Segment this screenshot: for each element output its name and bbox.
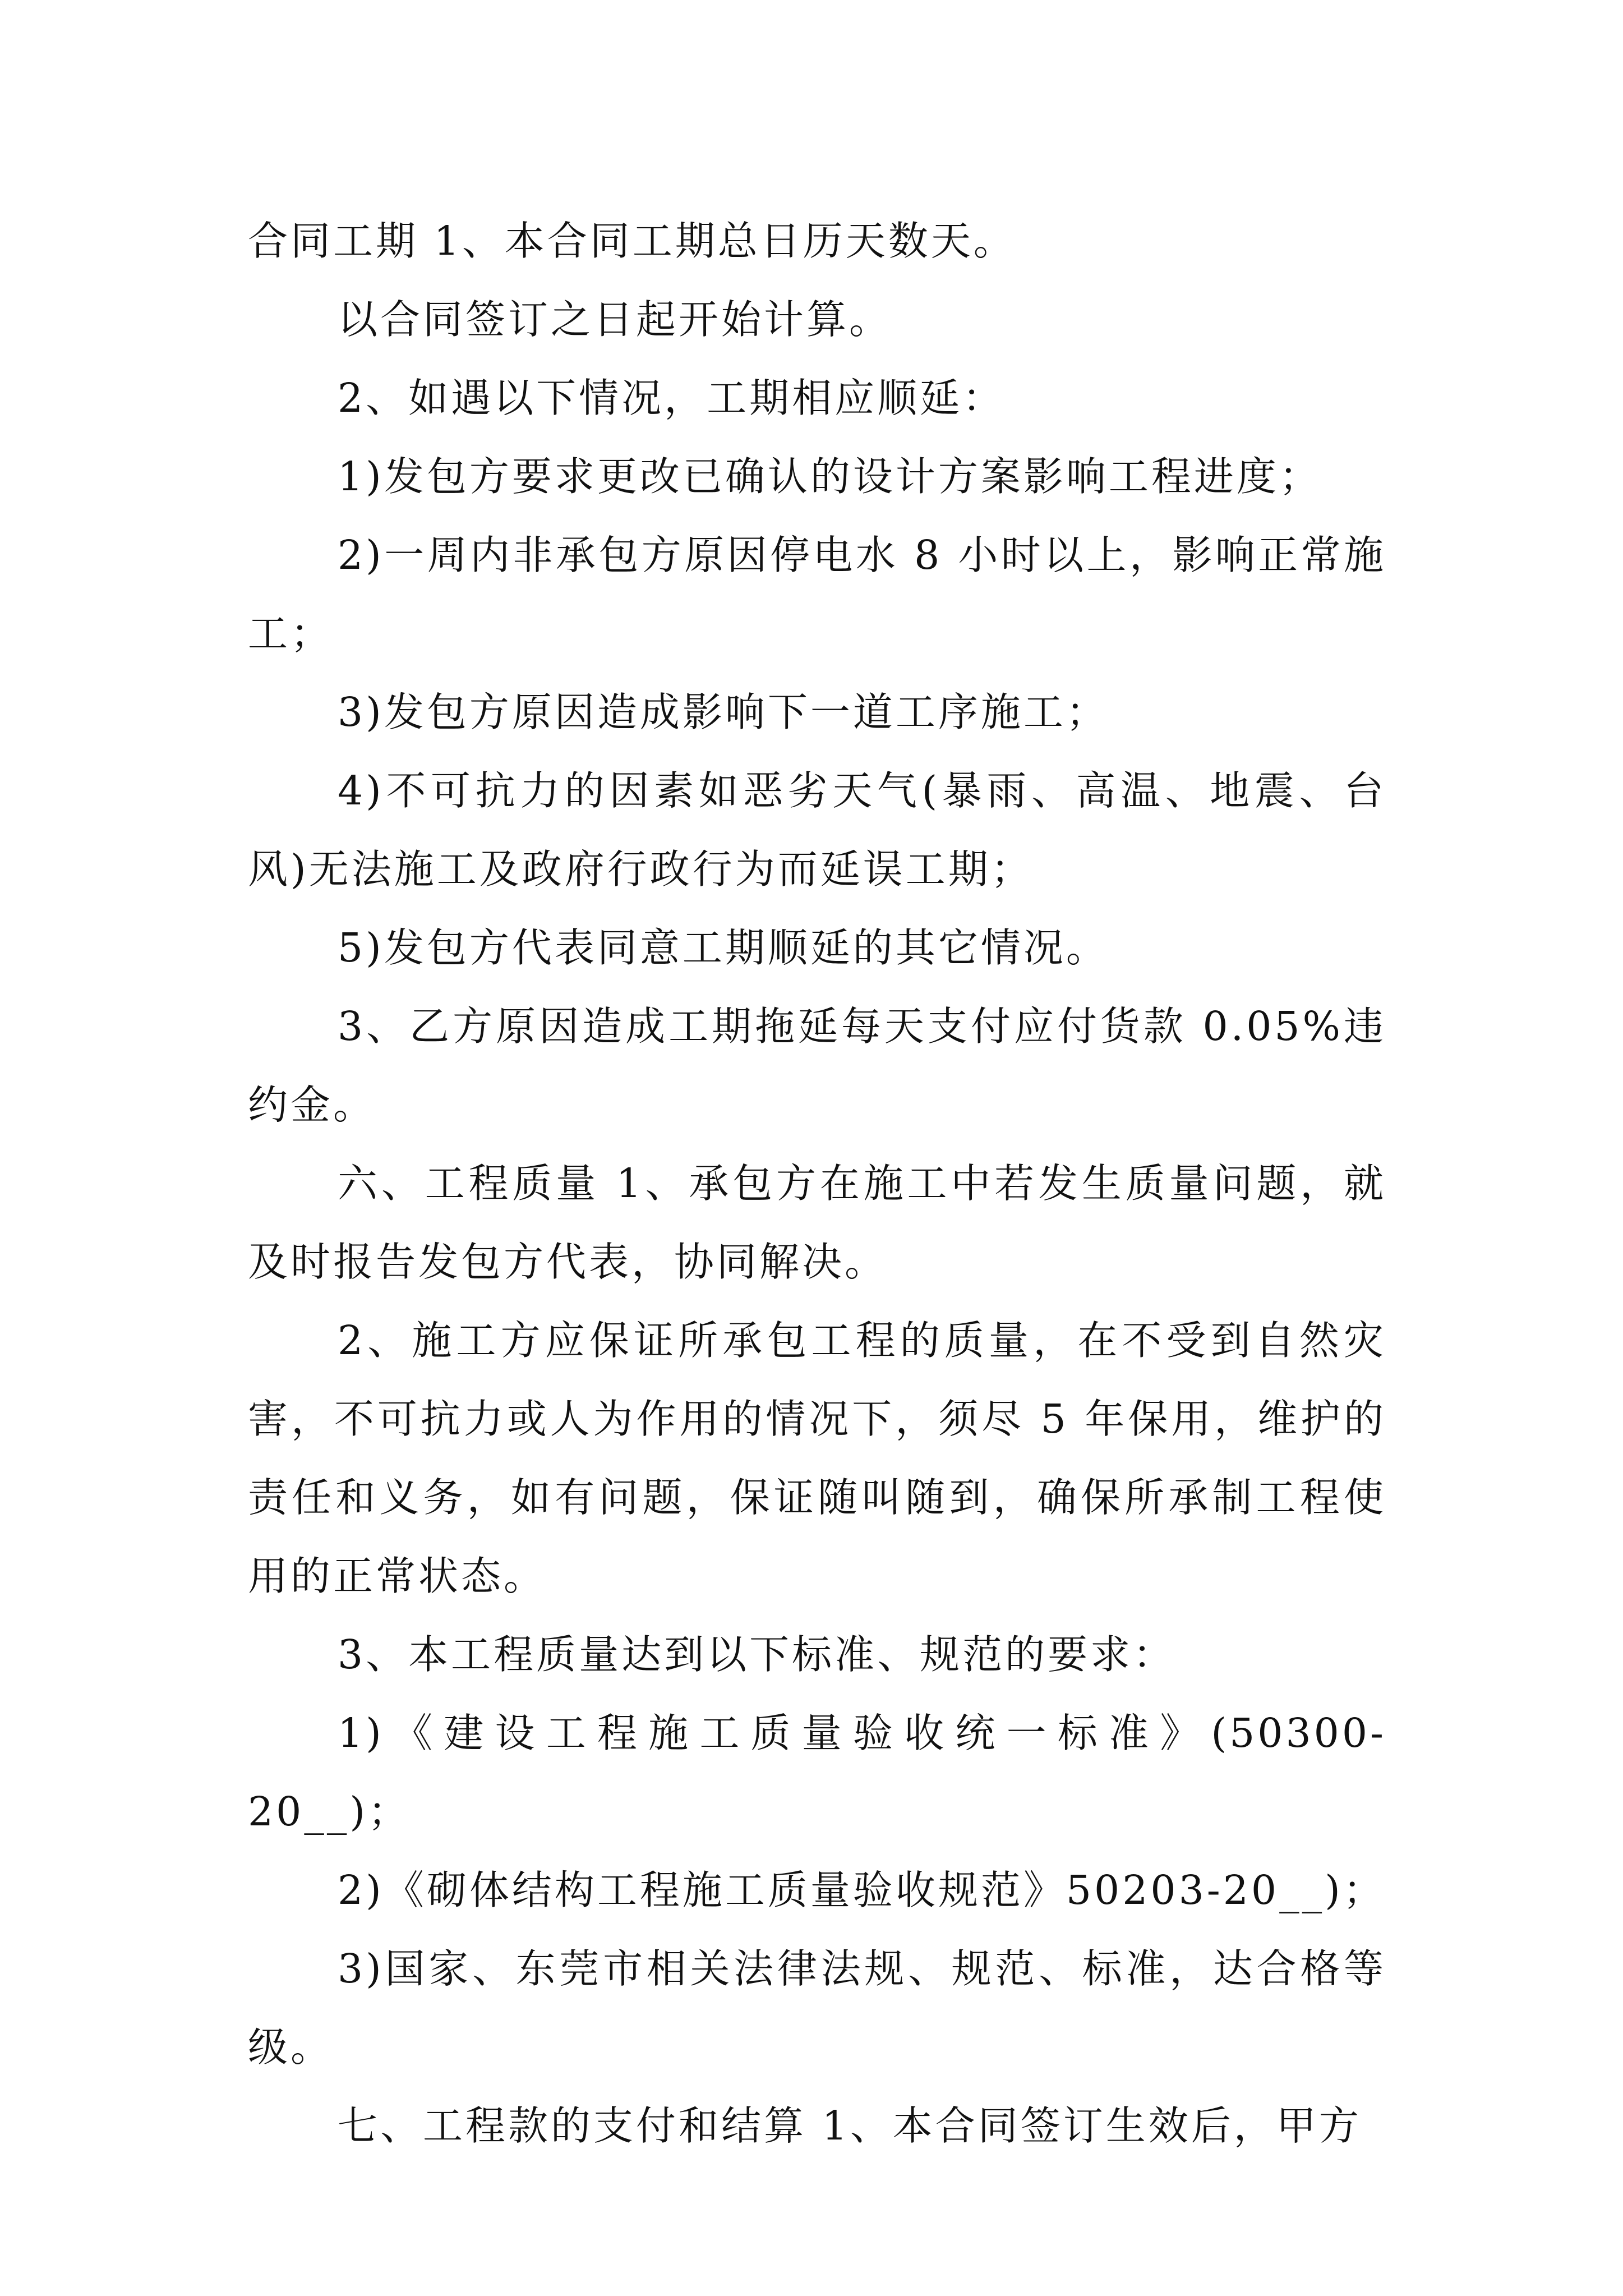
paragraph: 3)国家、东莞市相关法律法规、规范、标准，达合格等级。 — [248, 1945, 1386, 2070]
paragraph: 2)《砌体结构工程施工质量验收规范》50203-20__)； — [338, 1867, 1386, 1913]
paragraph: 2、如遇以下情况，工期相应顺延： — [338, 375, 1006, 421]
paragraph: 3)发包方原因造成影响下一道工序施工； — [338, 689, 1109, 735]
paragraph: 1)发包方要求更改已确认的设计方案影响工程进度； — [338, 453, 1322, 500]
paragraph: 3、本工程质量达到以下标准、规范的要求： — [338, 1631, 1176, 1678]
paragraph: 合同工期 1、本合同工期总日历天数天。 — [248, 218, 1016, 264]
paragraph: 1)《建设工程施工质量验收统一标准》(50300-20__)； — [248, 1710, 1386, 1835]
paragraph: 以合同签订之日起开始计算。 — [338, 296, 892, 343]
paragraph: 4)不可抗力的因素如恶劣天气(暴雨、高温、地震、台风)无法施工及政府行政行为而延误工期； — [248, 767, 1386, 892]
paragraph: 2、施工方应保证所承包工程的质量，在不受到自然灾害，不可抗力或人为作用的情况下，须尽 5 年保用，维护的责任和义务，如有问题，保证随叫随到，确保所承制工程使用的正常状态。 — [248, 1317, 1386, 1599]
paragraph: 5)发包方代表同意工期顺延的其它情况。 — [338, 924, 1109, 971]
paragraph: 六、工程质量 1、承包方在施工中若发生质量问题，就及时报告发包方代表，协同解决。 — [248, 1160, 1386, 1285]
paragraph: 2)一周内非承包方原因停电水 8 小时以上，影响正常施工； — [248, 532, 1386, 657]
paragraph: 3、乙方原因造成工期拖延每天支付应付货款 0.05%违约金。 — [248, 1003, 1386, 1128]
paragraph: 七、工程款的支付和结算 1、本合同签订生效后，甲方 — [338, 2102, 1362, 2149]
document-page — [248, 202, 1386, 2165]
